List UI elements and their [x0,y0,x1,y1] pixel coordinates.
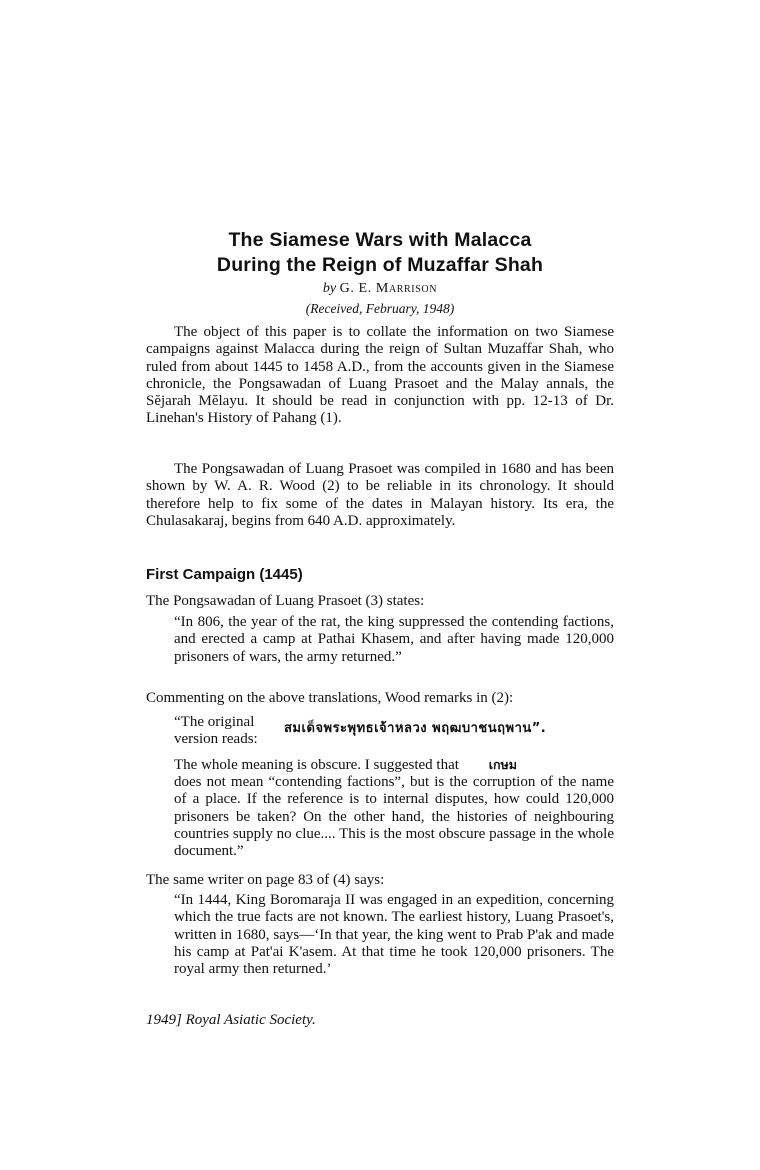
paragraph-1-block [146,324,614,428]
intro-line-2: Commenting on the above translations, Wood remarks in (2): [146,690,514,706]
title-line-1: The Siamese Wars with Malacca [228,229,532,251]
footer-journal: Royal Asiatic Society. [185,1012,316,1028]
thai-word: เกษม [488,757,518,772]
footer-year: 1949] [146,1012,182,1028]
by-word: by [322,281,337,296]
page-footer [146,1012,316,1029]
title-block [0,228,760,319]
quote-3: “In 1444, King Boromaraja II was engaged in an expedition, concerning which the true facts are not known. The earliest history, Luang Prasoet's, written in 1680, says—‘In that year, the king went to Prab P'ak and made his camp at Pat'ai K'asem. At that time he took 120,000 prisoners. The royal army then returned.’ [174,892,614,978]
thai-quote-label [174,714,258,748]
quote-2-first-line [174,756,517,774]
paragraph-2: The Pongsawadan of Luang Prasoet was compiled in 1680 and has been shown by W. A. R. Wood (2) to be reliable in its chronology. It should therefore help to fix some of the dates in Malayan history. Its era, the Chulasakaraj, begins from 640 A.D. approximately. [146,461,614,529]
quote-1: “In 806, the year of the rat, the king suppressed the contending factions, and erected a camp at Pathai Khasem, and after having made 120,000 prisoners of wars, the army returned.” [174,614,614,665]
thai-quote-row [174,714,614,750]
intro-line-1: The Pongsawadan of Luang Prasoet (3) states: [146,593,425,609]
paragraph-2-block [146,461,614,530]
section-heading: First Campaign (1445) [146,566,303,583]
intro-line-3: The same writer on page 83 of (4) says: [146,872,385,888]
quote-2-rest: does not mean “contending factions”, but is the corruption of the name of a place. If the reference is to internal disputes, how could 120,000 prisoners be taken? On the other hand, the histories of neighbouring countries supply no clue.... This is the most obscure passage in the whole document.” [174,774,614,860]
thai-label-line-2: version reads: [174,731,258,747]
byline [0,279,760,299]
title-line-2: During the Reign of Muzaffar Shah [216,254,544,276]
quote-2-start: The whole meaning is obscure. I suggested that [174,757,459,773]
thai-label-line-1: “The original [174,714,255,730]
paragraph-1: The object of this paper is to collate the information on two Siamese campaigns against Malacca during the reign of Sultan Muzaffar Shah, who ruled from about 1445 to 1458 A.D., from the accounts given in the Siamese chronicle, the Pongsawadan of Luang Prasoet and the Malay annals, the Sĕjarah Mĕlayu. It should be read in conjunction with pp. 12-13 of Dr. Linehan's History of Pahang (1). [146,324,614,427]
received-date: (Received, February, 1948) [305,301,455,316]
author-name: G. E. Marrison [339,281,438,296]
thai-script-text: สมเด็จพระพุทธเจ้าหลวง พฤฒบาชนฤพาน”. [284,721,547,736]
